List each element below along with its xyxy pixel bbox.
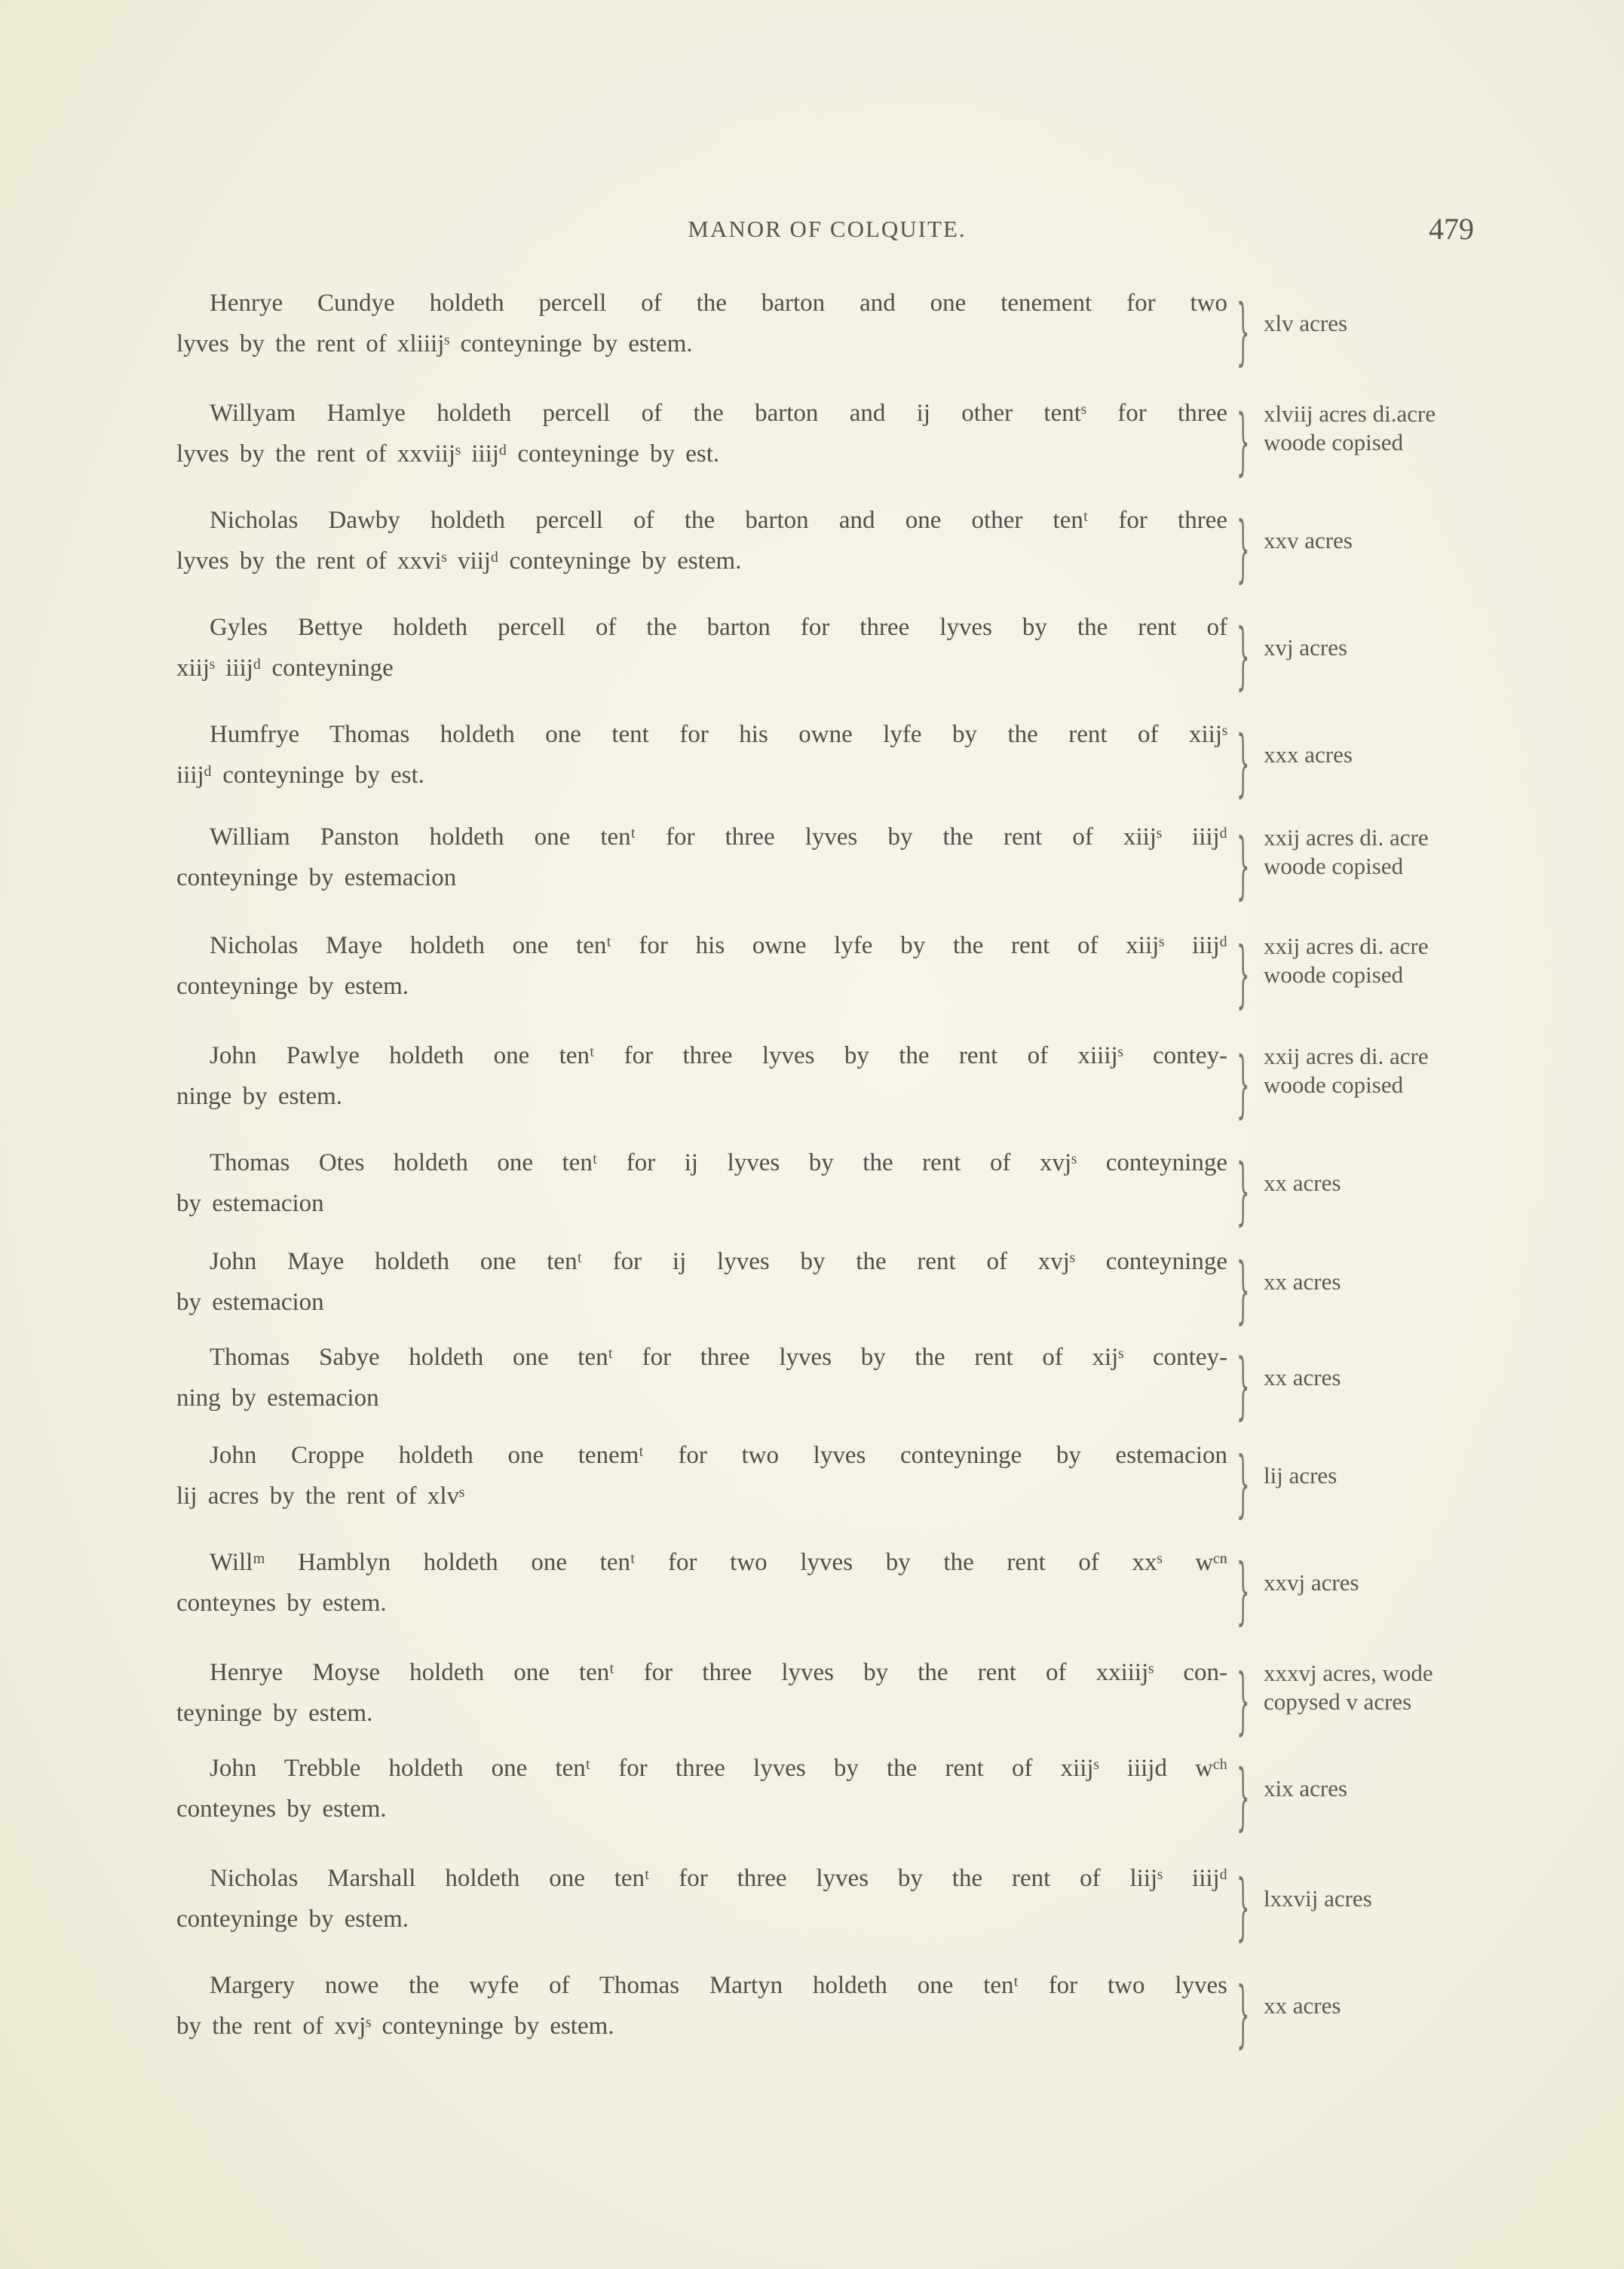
- brace-icon: }: [1236, 719, 1250, 805]
- acreage: [1264, 1363, 1341, 1392]
- brace-icon: }: [1236, 1440, 1250, 1526]
- holding-entry: [0, 1344, 1624, 1434]
- acreage: [1264, 740, 1353, 769]
- entry-text-line-2: by estemacion: [176, 1190, 324, 1217]
- acreage: [1264, 1659, 1433, 1716]
- entry-text-line-1: Humfrye Thomas holdeth one tent for his owne lyfe by the rent of xiijˢ: [210, 721, 1227, 748]
- acreage-line: xxij acres di. acre: [1264, 933, 1429, 959]
- acreage-line: woode copised: [1264, 853, 1404, 879]
- holding-entry: [0, 290, 1624, 380]
- entry-text-line-2: lij acres by the rent of xlvˢ: [176, 1483, 465, 1510]
- entry-text-line-1: Henrye Moyse holdeth one tenᵗ for three lyves by the rent of xxiiijˢ con-: [210, 1659, 1227, 1686]
- entry-text-line-1: William Panston holdeth one tenᵗ for three lyves by the rent of xiijˢ iiijᵈ: [210, 823, 1227, 851]
- acreage: [1264, 932, 1429, 989]
- holding-entry: [0, 1549, 1624, 1639]
- entry-text-line-2: ning by estemacion: [176, 1384, 379, 1412]
- entry-text-line-2: lyves by the rent of xxviijˢ iiijᵈ conteyninge by est.: [176, 440, 720, 468]
- acreage: [1264, 1042, 1429, 1099]
- acreage: [1264, 1169, 1341, 1197]
- entry-text-line-2: by estemacion: [176, 1289, 324, 1316]
- acreage: [1264, 1568, 1359, 1597]
- acreage-line: lxxvij acres: [1264, 1885, 1372, 1912]
- entry-text-line-1: John Croppe holdeth one tenemᵗ for two lyves conteyninge by estemacion: [210, 1442, 1227, 1469]
- entry-text-line-2: lyves by the rent of xxviˢ viijᵈ conteyninge by estem.: [176, 547, 742, 575]
- holding-entry: [0, 1248, 1624, 1338]
- brace-icon: }: [1236, 1041, 1250, 1127]
- brace-icon: }: [1236, 1246, 1250, 1332]
- acreage: [1264, 1461, 1337, 1490]
- holding-entry: [0, 1865, 1624, 1955]
- entry-text-line-2: ninge by estem.: [176, 1083, 343, 1110]
- acreage-line: xxx acres: [1264, 741, 1353, 768]
- brace-icon: }: [1236, 822, 1250, 908]
- acreage-line: xxij acres di. acre: [1264, 824, 1429, 851]
- acreage: [1264, 633, 1347, 662]
- page-number: 479: [1429, 212, 1474, 246]
- holding-entry: [0, 1659, 1624, 1749]
- entry-text-line-2: conteyninge by estem.: [176, 973, 409, 1000]
- entry-text-line-1: Thomas Sabye holdeth one tenᵗ for three lyves by the rent of xijˢ contey-: [210, 1344, 1227, 1371]
- holding-entry: [0, 721, 1624, 811]
- brace-icon: }: [1236, 1970, 1250, 2056]
- entry-text-line-1: John Trebble holdeth one tenᵗ for three lyves by the rent of xiijˢ iiijd wᶜʰ: [210, 1755, 1227, 1782]
- holding-entry: [0, 614, 1624, 704]
- acreage-line: xxij acres di. acre: [1264, 1043, 1429, 1069]
- acreage: [1264, 1884, 1372, 1913]
- entry-text-line-1: Henrye Cundye holdeth percell of the barton and one tenement for two: [210, 290, 1227, 317]
- acreage-line: xix acres: [1264, 1775, 1348, 1801]
- entry-text-line-1: Nicholas Dawby holdeth percell of the barton and one other tenᵗ for three: [210, 507, 1227, 534]
- entry-text-line-1: Willyam Hamlye holdeth percell of the barton and ij other tentˢ for three: [210, 400, 1227, 427]
- acreage: [1264, 1992, 1341, 2020]
- entry-text-line-1: Thomas Otes holdeth one tenᵗ for ij lyves by the rent of xvjˢ conteyninge: [210, 1149, 1227, 1176]
- entry-text-line-1: John Pawlye holdeth one tenᵗ for three lyves by the rent of xiiijˢ contey-: [210, 1042, 1227, 1069]
- brace-icon: }: [1236, 931, 1250, 1016]
- holding-entry: [0, 1042, 1624, 1133]
- acreage-line: woode copised: [1264, 429, 1404, 455]
- acreage-line: xxxvj acres, wode: [1264, 1660, 1433, 1686]
- holding-entry: [0, 823, 1624, 914]
- entry-text-line-2: xiijˢ iiijᵈ conteyninge: [176, 655, 394, 682]
- acreage-line: woode copised: [1264, 961, 1404, 988]
- entry-text-line-2: conteyninge by estem.: [176, 1906, 409, 1933]
- brace-icon: }: [1236, 1547, 1250, 1633]
- entry-text-line-2: lyves by the rent of xliiijˢ conteyninge by estem.: [176, 330, 693, 357]
- acreage: [1264, 526, 1353, 555]
- acreage: [1264, 1268, 1341, 1296]
- brace-icon: }: [1236, 398, 1250, 484]
- brace-icon: }: [1236, 288, 1250, 374]
- holding-entry: [0, 400, 1624, 490]
- entry-text-line-2: conteynes by estem.: [176, 1590, 387, 1617]
- acreage-line: woode copised: [1264, 1072, 1404, 1098]
- acreage-line: lij acres: [1264, 1462, 1338, 1489]
- acreage: [1264, 823, 1429, 881]
- entry-text-line-1: Margery nowe the wyfe of Thomas Martyn holdeth one tenᵗ for two lyves: [210, 1972, 1227, 1999]
- brace-icon: }: [1236, 505, 1250, 591]
- holding-entry: [0, 1972, 1624, 2062]
- acreage-line: xx acres: [1264, 1364, 1341, 1391]
- acreage-line: xxv acres: [1264, 527, 1353, 553]
- entry-text-line-2: by the rent of xvjˢ conteyninge by estem.: [176, 2013, 614, 2040]
- acreage-line: xx acres: [1264, 1992, 1341, 2019]
- holding-entry: [0, 932, 1624, 1023]
- entry-text-line-1: Willᵐ Hamblyn holdeth one tenᵗ for two lyves by the rent of xxˢ wᶜⁿ: [210, 1549, 1227, 1576]
- brace-icon: }: [1236, 1657, 1250, 1743]
- entry-text-line-2: iiijᵈ conteyninge by est.: [176, 762, 424, 789]
- entry-text-line-1: Nicholas Maye holdeth one tenᵗ for his owne lyfe by the rent of xiijˢ iiijᵈ: [210, 932, 1227, 959]
- entry-text-line-1: Gyles Bettye holdeth percell of the barton for three lyves by the rent of: [210, 614, 1227, 641]
- brace-icon: }: [1236, 1753, 1250, 1839]
- brace-icon: }: [1236, 612, 1250, 698]
- acreage-line: xxvj acres: [1264, 1569, 1359, 1596]
- holding-entry: [0, 1755, 1624, 1845]
- brace-icon: }: [1236, 1148, 1250, 1234]
- acreage-line: xlv acres: [1264, 310, 1348, 336]
- entry-text-line-1: John Maye holdeth one tenᵗ for ij lyves by the rent of xvjˢ conteyninge: [210, 1248, 1227, 1275]
- holding-entry: [0, 1149, 1624, 1240]
- acreage: [1264, 1774, 1347, 1803]
- acreage: [1264, 309, 1347, 338]
- entry-text-line-2: teyninge by estem.: [176, 1700, 373, 1727]
- acreage-line: xlviij acres di.acre: [1264, 400, 1436, 427]
- brace-icon: }: [1236, 1863, 1250, 1949]
- acreage-line: xx acres: [1264, 1268, 1341, 1295]
- holding-entry: [0, 507, 1624, 597]
- holding-entry: [0, 1442, 1624, 1532]
- entry-text-line-1: Nicholas Marshall holdeth one tenᵗ for three lyves by the rent of liijˢ iiijᵈ: [210, 1865, 1227, 1892]
- acreage-line: copysed v acres: [1264, 1688, 1412, 1715]
- acreage-line: xvj acres: [1264, 634, 1348, 661]
- brace-icon: }: [1236, 1342, 1250, 1428]
- page-header-title: MANOR OF COLQUITE.: [688, 216, 967, 242]
- entry-text-line-2: conteyninge by estemacion: [176, 864, 457, 891]
- acreage-line: xx acres: [1264, 1170, 1341, 1196]
- entry-text-line-2: conteynes by estem.: [176, 1795, 387, 1823]
- acreage: [1264, 400, 1436, 457]
